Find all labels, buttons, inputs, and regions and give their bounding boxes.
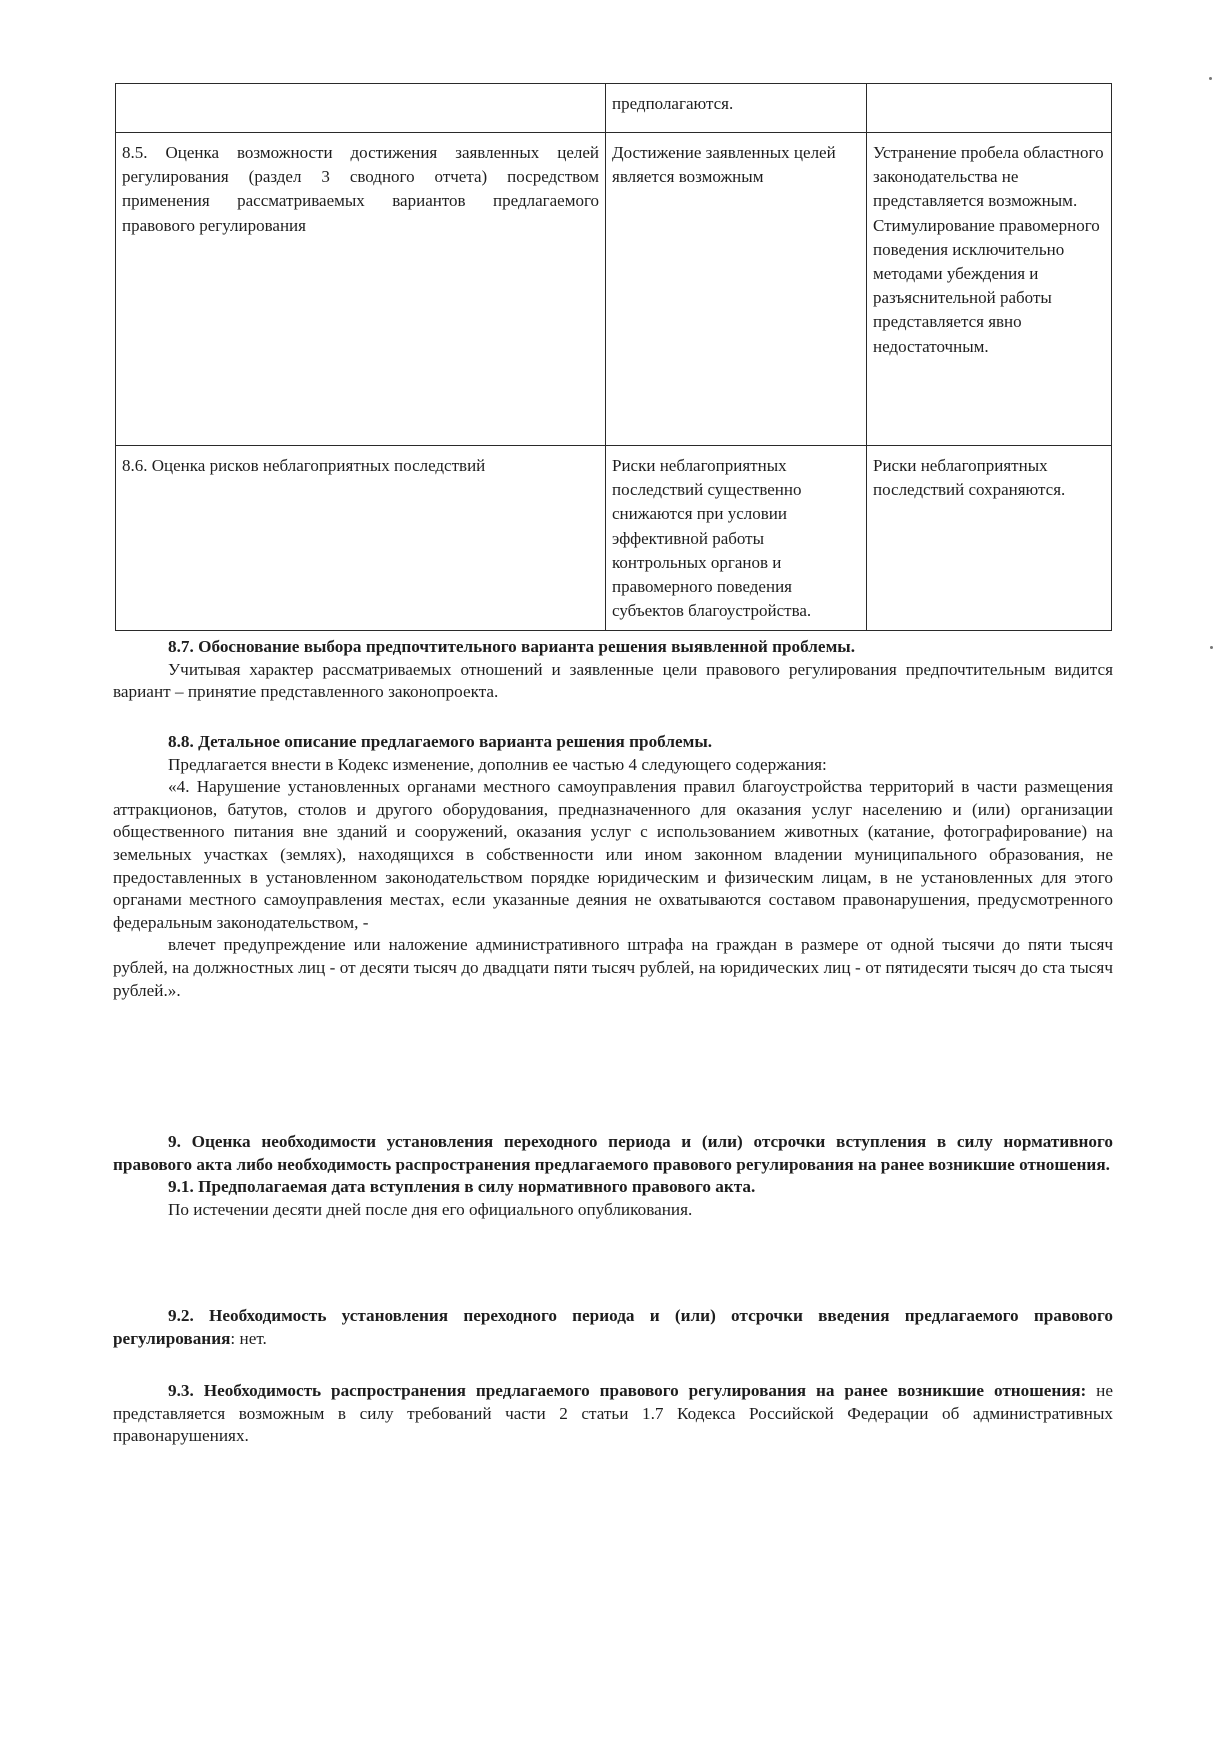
regulatory-options-table: [115, 83, 1112, 631]
option2-cell: Риски неблагоприятных последствий сохраняются.: [867, 446, 1112, 631]
scan-speck: [1210, 646, 1213, 649]
subsection-heading: 9.1. Предполагаемая дата вступления в силу нормативного правового акта.: [168, 1177, 756, 1197]
section-heading: 9. Оценка необходимости установления переходного периода и (или) отсрочки вступления в силу нормативного правового акта либо необходимость распространения предлагаемого правового регулирования на ранее возникшие отношения.: [113, 1132, 1113, 1174]
paragraph: [113, 1380, 1113, 1448]
quoted-amendment: «4. Нарушение установленных органами местного самоуправления правил благоустройства территорий в части размещения аттракционов, батутов, столов и другого оборудования, предназначенного для оказания услуг населению и (или) организации общественного питания вне зданий и сооружений, оказания услуг с использованием животных (катание, фотографирование) на земельных участках (землях), находящихся в собственности или ином законном владении муниципального образования, не предоставленных в установленном законодательством порядке юридическим и физическим лицам, в не установленных для этого органами местного самоуправления местах, если указанные деяния не охватываются составом правонарушения, предусмотренного федеральным законодательством, -: [113, 777, 1113, 932]
section-8-8: [113, 731, 1113, 1002]
section-heading: 8.8. Детальное описание предлагаемого варианта решения проблемы.: [168, 732, 713, 751]
option1-cell: Достижение заявленных целей является возможным: [606, 133, 867, 446]
subsection-heading: 9.3. Необходимость распространения предлагаемого правового регулирования на ранее возникшие отношения:: [168, 1381, 1087, 1400]
option2-cell: [867, 84, 1112, 133]
table-row: [116, 84, 1112, 133]
option1-cell: предполагаются.: [606, 84, 867, 133]
option1-cell: Риски неблагоприятных последствий существенно снижаются при условии эффективной работы контрольных органов и правомерного поведения субъектов благоустройства.: [606, 446, 867, 631]
table-row: [116, 446, 1112, 631]
criterion-cell: 8.6. Оценка рисков неблагоприятных последствий: [116, 446, 606, 631]
subsection-heading: 9.2. Необходимость установления переходного периода и (или) отсрочки введения предлагаемого правового регулирования: [113, 1306, 1113, 1348]
quoted-amendment-sanction: влечет предупреждение или наложение административного штрафа на граждан в размере от одной тысячи до пяти тысяч рублей, на должностных лиц - от десяти тысяч до двадцати пяти тысяч рублей, на юридических лиц - от пятидесяти тысяч до ста тысяч рублей.».: [113, 935, 1113, 1000]
section-9-2: [113, 1305, 1113, 1350]
section-heading: 8.7. Обоснование выбора предпочтительного варианта решения выявленной проблемы.: [168, 637, 855, 656]
criterion-cell: 8.5. Оценка возможности достижения заявленных целей регулирования (раздел 3 сводного отчета) посредством применения рассматриваемых вариантов предлагаемого правового регулирования: [116, 133, 606, 446]
section-9-3: [113, 1380, 1113, 1448]
section-8-7: [113, 636, 1113, 704]
scan-speck: [1209, 77, 1212, 80]
section-9: [113, 1131, 1113, 1221]
paragraph: Учитывая характер рассматриваемых отношений и заявленные цели правового регулирования предпочтительным видится вариант – принятие представленного законопроекта.: [113, 659, 1113, 702]
paragraph: По истечении десяти дней после дня его официального опубликования.: [168, 1199, 693, 1219]
table-row: [116, 133, 1112, 446]
criterion-cell: [116, 84, 606, 133]
answer: : нет.: [230, 1328, 267, 1348]
paragraph: Предлагается внести в Кодекс изменение, дополнив ее частью 4 следующего содержания:: [168, 754, 827, 774]
option2-cell: Устранение пробела областного законодательства не представляется возможным. Стимулирование правомерного поведения исключительно методами убеждения и разъяснительной работы представляется явно недостаточным.: [867, 133, 1112, 446]
paragraph: [113, 1305, 1113, 1350]
answer: не представляется возможным в силу требований части 2 статьи 1.7 Кодекса Российской Федерации об административных правонарушениях.: [113, 1381, 1113, 1446]
